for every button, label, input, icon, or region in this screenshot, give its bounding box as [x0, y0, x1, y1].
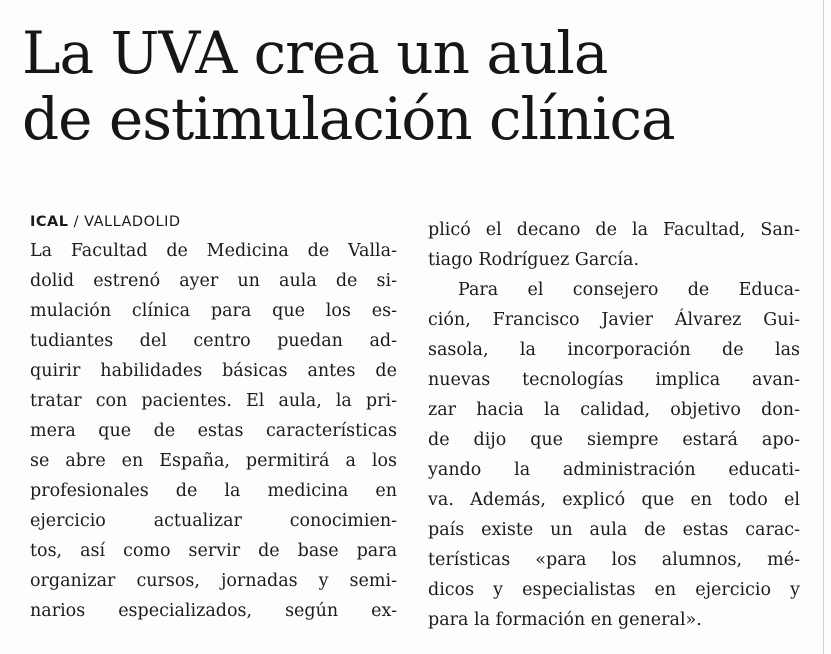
- text-line: ción, Francisco Javier Álvarez Gui-: [428, 310, 800, 330]
- article-column-left: [30, 236, 397, 626]
- text-line: dolid estrenó ayer un aula de si-: [30, 271, 397, 291]
- text-line: mera que de estas características: [30, 421, 397, 441]
- text-line: yando la administración educati-: [428, 460, 800, 480]
- text-line: para la formación en general».: [428, 610, 702, 630]
- text-line: se abre en España, permitirá a los: [30, 451, 397, 471]
- text-line: Para el consejero de Educa-: [458, 280, 800, 300]
- article-column-right: [428, 215, 800, 635]
- text-line: organizar cursos, jornadas y semi-: [30, 571, 397, 591]
- byline-location: VALLADOLID: [84, 214, 181, 230]
- headline: [22, 20, 812, 152]
- text-line: nuevas tecnologías implica avan-: [428, 370, 800, 390]
- headline-line: La UVA crea un aula: [22, 19, 608, 87]
- text-line: tudiantes del centro puedan ad-: [30, 331, 397, 351]
- text-line: país existe un aula de estas carac-: [428, 520, 800, 540]
- byline-agency: ICAL: [30, 214, 69, 230]
- text-line: quirir habilidades básicas antes de: [30, 361, 397, 381]
- text-line: zar hacia la calidad, objetivo don-: [428, 400, 800, 420]
- text-line: tos, así como servir de base para: [30, 541, 397, 561]
- text-line: sasola, la incorporación de las: [428, 340, 800, 360]
- byline-separator: /: [68, 214, 85, 230]
- clipping-edge-divider: [823, 0, 824, 654]
- headline-line: de estimulación clínica: [22, 85, 675, 153]
- text-line: ejercicio actualizar conocimien-: [30, 511, 397, 531]
- text-line: plicó el decano de la Facultad, San-: [428, 220, 800, 240]
- text-line: narios especializados, según ex-: [30, 601, 397, 621]
- byline: [30, 210, 181, 234]
- text-line: dicos y especialistas en ejercicio y: [428, 580, 800, 600]
- text-line: tiago Rodríguez García.: [428, 250, 640, 270]
- text-line: tratar con pacientes. El aula, la pri-: [30, 391, 397, 411]
- text-line: va. Además, explicó que en todo el: [428, 490, 800, 510]
- text-line: profesionales de la medicina en: [30, 481, 397, 501]
- text-line: mulación clínica para que los es-: [30, 301, 397, 321]
- text-line: La Facultad de Medicina de Valla-: [30, 241, 397, 261]
- text-line: terísticas «para los alumnos, mé-: [428, 550, 800, 570]
- text-line: de dijo que siempre estará apo-: [428, 430, 800, 450]
